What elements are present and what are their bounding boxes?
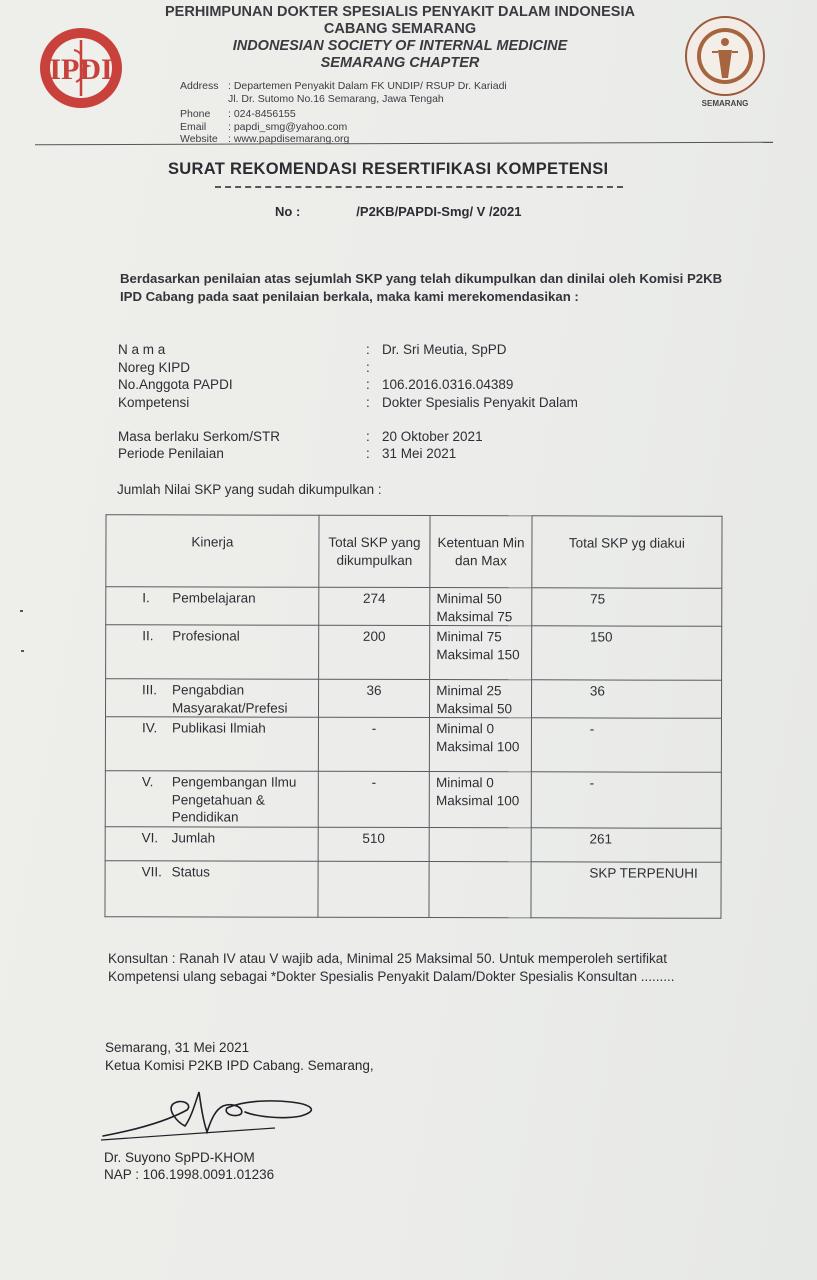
handwritten-signature bbox=[95, 1070, 335, 1150]
chapter-seal-icon bbox=[682, 16, 768, 110]
svg-text:IPDI: IPDI bbox=[49, 53, 113, 86]
phone-label: Phone bbox=[180, 108, 211, 120]
field-label: Kompetensi bbox=[118, 395, 190, 410]
col-header-total: Total SKP yang dikumpulkan bbox=[319, 515, 431, 587]
skp-intro: Jumlah Nilai SKP yang sudah dikumpulkan : bbox=[117, 482, 382, 497]
org-branch-en: SEMARANG CHAPTER bbox=[320, 55, 480, 71]
email-label: Email bbox=[180, 120, 207, 133]
phone-value: : 024-8456155 bbox=[228, 108, 296, 120]
email-row bbox=[180, 121, 507, 134]
scan-speck bbox=[21, 650, 24, 652]
contact-block bbox=[180, 80, 507, 146]
phone-row bbox=[180, 108, 507, 121]
field-label: Periode Penilaian bbox=[118, 446, 224, 461]
field-value: 31 Mei 2021 bbox=[382, 446, 457, 461]
letter-number-value: /P2KB/PAPDI-Smg/ V /2021 bbox=[356, 204, 522, 219]
svg-text:SEMARANG: SEMARANG bbox=[701, 99, 749, 108]
letter-number bbox=[275, 204, 522, 219]
address-line1: : Departemen Penyakit Dalam FK UNDIP/ RSUP Dr. Kariadi bbox=[228, 80, 507, 92]
ipdi-logo-icon bbox=[38, 26, 124, 110]
table-row: VII. Status SKP TERPENUHI bbox=[105, 861, 721, 919]
field-label: No.Anggota PAPDI bbox=[118, 377, 233, 392]
col-header-diakui: Total SKP yg diakui bbox=[532, 516, 722, 588]
org-name-en: INDONESIAN SOCIETY OF INTERNAL MEDICINE bbox=[232, 38, 568, 54]
field-periode: Periode Penilaian : 31 Mei 2021 bbox=[118, 446, 457, 461]
table-row: III. Pengabdian Masyarakat/Prefesi 36 Minimal 25 Maksimal 50 36 bbox=[105, 679, 721, 719]
website-label: Website bbox=[180, 133, 218, 145]
scan-speck bbox=[20, 610, 23, 612]
field-label: Masa berlaku Serkom/STR bbox=[118, 429, 281, 444]
consultant-note: Konsultan : Ranah IV atau V wajib ada, Minimal 25 Maksimal 50. Untuk memperoleh sertifikat Kompetensi ulang sebagai *Dokter Spesialis Penyakit Dalam/Dokter Spesialis Konsultan ......... bbox=[108, 951, 675, 984]
address-row-2 bbox=[180, 93, 507, 106]
field-value: 20 Oktober 2021 bbox=[382, 429, 483, 444]
table-row: II. Profesional 200 Minimal 75 Maksimal 150 150 bbox=[106, 625, 722, 681]
org-title bbox=[150, 4, 650, 72]
signer-name: Dr. Suyono SpPD-KHOM bbox=[104, 1150, 255, 1165]
document-title: SURAT REKOMENDASI RESERTIFIKASI KOMPETENSI bbox=[168, 160, 609, 178]
field-noreg-kipd: Noreg KIPD : bbox=[118, 360, 370, 375]
signer-position: Ketua Komisi P2KB IPD Cabang. Semarang, bbox=[105, 1058, 374, 1073]
table-header-row bbox=[106, 515, 722, 589]
skp-table bbox=[104, 514, 722, 919]
table-row: IV. Publikasi Ilmiah - Minimal 0 Maksimal 100 - bbox=[105, 717, 721, 773]
title-dashed-divider bbox=[215, 186, 623, 188]
field-value: Dokter Spesialis Penyakit Dalam bbox=[382, 395, 578, 410]
field-nama: N a m a : Dr. Sri Meutia, SpPD bbox=[118, 342, 507, 357]
org-name-id: PERHIMPUNAN DOKTER SPESIALIS PENYAKIT DALAM INDONESIA bbox=[165, 4, 635, 20]
place-date: Semarang, 31 Mei 2021 bbox=[105, 1040, 250, 1055]
field-value: Dr. Sri Meutia, SpPD bbox=[382, 342, 507, 357]
address-line2: Jl. Dr. Sutomo No.16 Semarang, Jawa Tengah bbox=[228, 92, 444, 105]
field-kompetensi: Kompetensi : Dokter Spesialis Penyakit Dalam bbox=[118, 395, 578, 410]
field-value: 106.2016.0316.04389 bbox=[382, 377, 514, 392]
org-branch-id: CABANG SEMARANG bbox=[323, 21, 477, 37]
address-label: Address bbox=[180, 80, 219, 92]
signer-nap: NAP : 106.1998.0091.01236 bbox=[104, 1167, 275, 1182]
table-row: I. Pembelajaran 274 Minimal 50 Maksimal 75 75 bbox=[106, 587, 722, 627]
col-header-kinerja: Kinerja bbox=[106, 515, 319, 588]
col-header-ketentuan: Ketentuan Min dan Max bbox=[430, 516, 532, 588]
email-value: : papdi_smg@yahoo.com bbox=[228, 120, 348, 133]
letter-number-label: No : bbox=[275, 204, 301, 219]
website-value: : www.papdisemarang.org bbox=[228, 133, 350, 145]
field-label: Noreg KIPD bbox=[118, 360, 191, 375]
table-row: VI. Jumlah 510 261 bbox=[105, 827, 721, 863]
address-row bbox=[180, 80, 507, 93]
field-masa-berlaku: Masa berlaku Serkom/STR : 20 Oktober 2021 bbox=[118, 429, 483, 444]
field-no-anggota: No.Anggota PAPDI : 106.2016.0316.04389 bbox=[118, 377, 514, 392]
intro-paragraph: Berdasarkan penilaian atas sejumlah SKP yang telah dikumpulkan dan dinilai oleh Komisi P2KB IPD Cabang pada saat penilaian berkala, maka kami merekomendasikan : bbox=[120, 271, 723, 304]
table-row: V. Pengembangan Ilmu Pengetahuan & Pendidikan - Minimal 0 Maksimal 100 - bbox=[105, 771, 721, 829]
field-label: N a m a bbox=[118, 342, 166, 357]
